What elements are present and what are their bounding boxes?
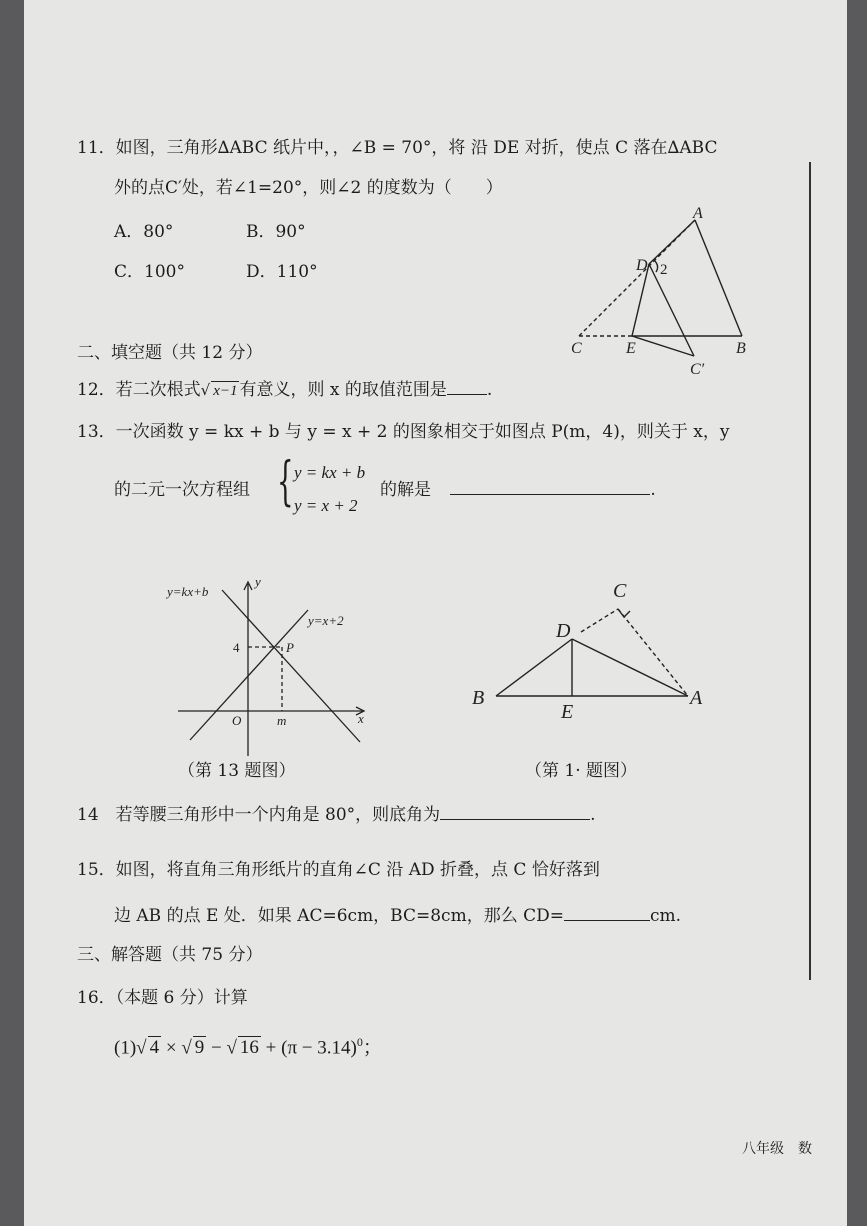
- q16-num: (1): [114, 1037, 137, 1059]
- fig11-angle-2: 2: [660, 262, 668, 278]
- q16-radicand-1: 4: [149, 1037, 160, 1059]
- q14-text: 14 若等腰三角形中一个内角是 80°，则底角为: [77, 805, 441, 825]
- q13-post: 的解是: [380, 480, 431, 500]
- q16-paren: (π − 3.14): [281, 1037, 357, 1059]
- fig13-label-y: y: [255, 574, 261, 589]
- q14-end: .: [590, 805, 596, 825]
- q16-title: 16．（本题 6 分）计算: [77, 988, 248, 1008]
- fig15-caption: （第 1· 题图）: [525, 761, 638, 781]
- fig13-caption: （第 13 题图）: [178, 761, 296, 781]
- q11-option-c: C．100°: [114, 262, 185, 282]
- q13-pre: 的二元一次方程组: [114, 480, 250, 500]
- fig11-label-e: E: [626, 340, 636, 357]
- fig15-label-c: C: [613, 580, 627, 602]
- fig13-label-p: P: [286, 640, 294, 655]
- q13-answer-blank[interactable]: [450, 494, 650, 495]
- fig15-label-b: B: [472, 687, 485, 709]
- q16-semicolon: ；: [362, 1037, 382, 1059]
- q13-eq2: y = x + 2: [294, 496, 358, 515]
- q16-radicand-2: 9: [194, 1037, 205, 1059]
- footer-grade: 八年级: [742, 1141, 784, 1157]
- q13-post-line: [380, 480, 656, 500]
- fig15-figure: [468, 573, 718, 728]
- q15-line2-wrap: [114, 906, 681, 926]
- q16-times: ×: [165, 1037, 177, 1059]
- q13-eq1: y = kx + b: [294, 463, 366, 482]
- q16-expression: (1)√ 4 × √ 9 − √ $16 + (\pi - 3.14)^0$；: [114, 1035, 382, 1059]
- section3-heading: 三、解答题（共 75 分）: [77, 945, 263, 965]
- margin-line: [809, 162, 811, 980]
- fig11-label-a: A: [693, 205, 703, 222]
- fig13-label-4: 4: [233, 640, 240, 655]
- fig13-label-kxb: y=kx+b: [167, 584, 209, 599]
- q16-minus: −: [211, 1037, 222, 1059]
- fig11-label-b: B: [736, 340, 746, 357]
- q13-end: .: [650, 480, 656, 500]
- fig13-label-x2: y=x+2: [308, 613, 344, 628]
- fig13-label-x: x: [358, 711, 364, 726]
- q11-option-a: A．80°: [114, 222, 174, 242]
- q15-line1: 15．如图，将直角三角形纸片的直角∠C 沿 AD 折叠，点 C 恰好落到: [77, 860, 600, 880]
- q16-radicand-3: 16: [239, 1037, 259, 1059]
- q16-plus: +: [265, 1037, 277, 1059]
- q14-answer-blank[interactable]: [440, 819, 590, 820]
- q15-line2: 边 AB 的点 E 处．如果 AC=6cm，BC=8cm，那么 CD=: [114, 906, 564, 926]
- q12-radicand: x−1: [213, 383, 238, 399]
- fig13-label-m: m: [277, 713, 287, 728]
- fig11-label-c: C: [571, 340, 582, 357]
- fig15-label-a: A: [690, 687, 703, 709]
- fig11-label-d: D: [636, 257, 648, 274]
- q12-answer-blank[interactable]: [447, 394, 487, 395]
- fig13-label-o: O: [232, 713, 242, 728]
- q15-answer-blank[interactable]: [564, 920, 650, 921]
- q14: [77, 805, 596, 825]
- q12: 12．若二次根式√ x−1 有意义，则 x 的取值范围是 .: [77, 380, 493, 400]
- q12-post: 有意义，则 x 的取值范围是: [239, 380, 447, 400]
- q16-exponent: 0: [356, 1035, 363, 1049]
- q13-brace: {: [277, 452, 294, 512]
- q15-end: cm.: [650, 906, 682, 926]
- q11-line2: 外的点C′处，若∠1=20°，则∠2 的度数为（ ）: [114, 178, 503, 198]
- q13-line1: 13．一次函数 y = kx + b 与 y = x + 2 的图象相交于如图点 P(m，4)，则关于 x，y: [77, 422, 730, 442]
- fig15-label-e: E: [561, 701, 574, 723]
- q12-pre: 12．若二次根式: [77, 380, 201, 400]
- q11-line1: 11．如图，三角形∆ABC 纸片中，，∠B = 70°，将 沿 DE 对折，使点 C 落在∆ABC: [77, 138, 718, 158]
- fig11-label-c-prime: C′: [690, 361, 705, 378]
- q12-end: .: [486, 380, 493, 400]
- fig13-graph: [160, 570, 380, 758]
- section2-heading: 二、填空题（共 12 分）: [77, 343, 263, 363]
- fig15-label-d: D: [556, 620, 571, 642]
- q11-option-b: B．90°: [246, 222, 306, 242]
- q11-figure: [560, 200, 790, 385]
- footer-subject: 数: [798, 1141, 812, 1157]
- q11-option-d: D．110°: [246, 262, 318, 282]
